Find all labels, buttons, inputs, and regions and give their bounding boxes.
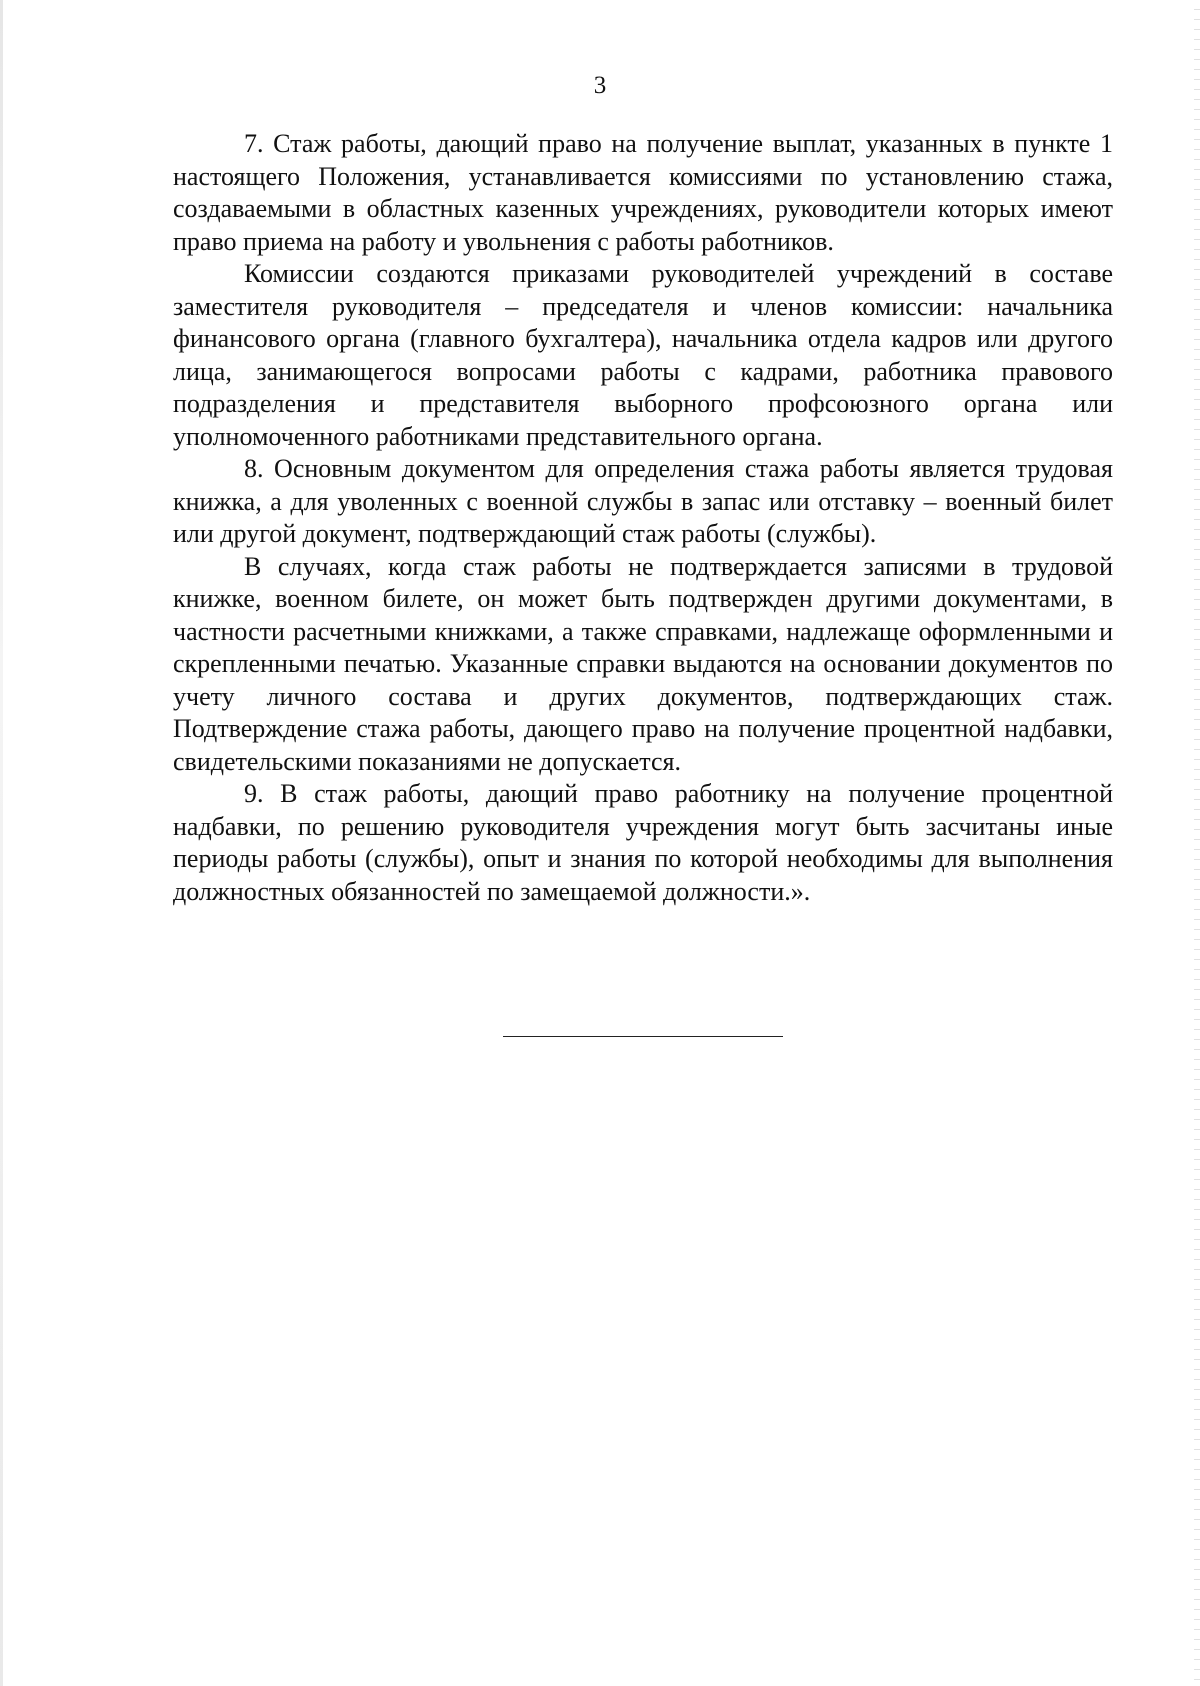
document-body	[173, 128, 1113, 908]
page-number: 3	[593, 72, 607, 99]
paragraph-confirmation: В случаях, когда стаж работы не подтверждается записями в трудовой книжке, военном билете, он может быть подтвержден другими документами, в частности расчетными книжками, а также справками, надлежаще оформленными и скрепленными печатью. Указанные справки выдаются на основании документов по учету личного состава и других документов, подтверждающих стаж. Подтверждение стажа работы, дающего право на получение процентной надбавки, свидетельскими показаниями не допускается.	[173, 551, 1113, 776]
scan-edge-left	[0, 0, 3, 1686]
paragraph-item-7: 7. Стаж работы, дающий право на получение выплат, указанных в пункте 1 настоящего Положения, устанавливается комиссиями по установлению стажа, создаваемыми в областных казенных учреждениях, руководители которых имеют право приема на работу и увольнения с работы работников.	[173, 129, 1113, 256]
end-rule	[503, 1036, 783, 1037]
paragraph-item-9: 9. В стаж работы, дающий право работнику на получение процентной надбавки, по решению руководителя учреждения могут быть засчитаны иные периоды работы (службы), опыт и знания по которой необходимы для выполнения должностных обязанностей по замещаемой должности.».	[173, 779, 1113, 906]
paragraph-commissions: Комиссии создаются приказами руководителей учреждений в составе заместителя руководителя – председателя и членов комиссии: начальника финансового органа (главного бухгалтера), начальника отдела кадров или другого лица, занимающегося вопросами работы с кадрами, работника правового подразделения и представителя выборного профсоюзного органа или уполномоченного работниками представительного органа.	[173, 259, 1113, 451]
paragraph-item-8: 8. Основным документом для определения стажа работы является трудовая книжка, а для уволенных с военной службы в запас или отставку – военный билет или другой документ, подтверждающий стаж работы (службы).	[173, 454, 1113, 548]
scan-edge-right	[1194, 0, 1200, 1686]
